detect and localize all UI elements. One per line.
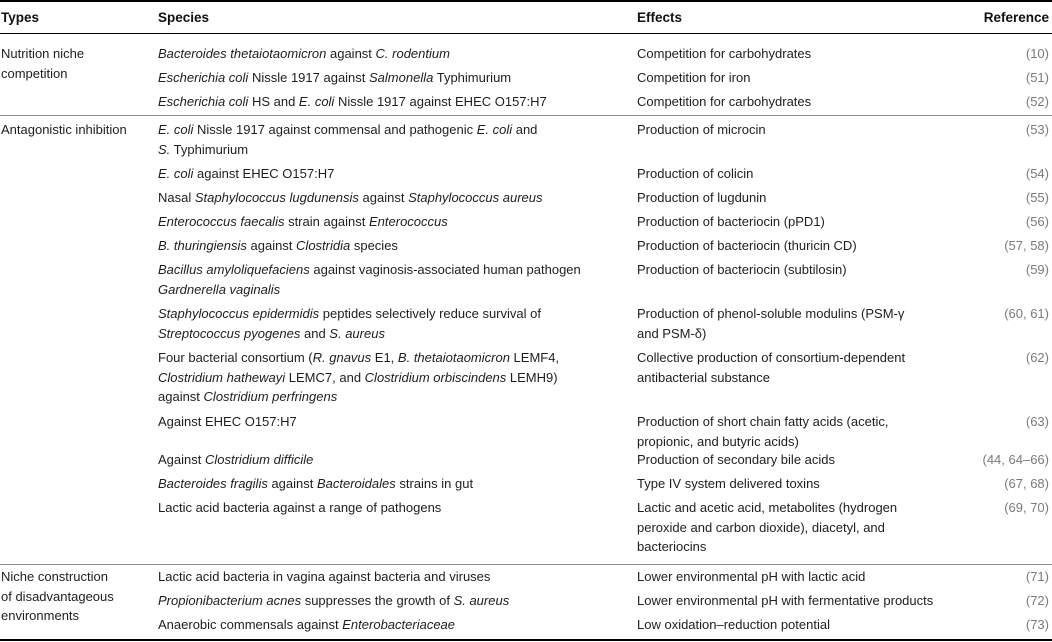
species-cell-line <box>158 44 450 64</box>
species-text: Typhimurium <box>433 70 512 85</box>
species-text: suppresses the growth of <box>301 593 454 608</box>
effects-cell-line: Competition for carbohydrates <box>637 46 812 61</box>
group-divider-1 <box>0 115 1052 116</box>
reference-cell: (53) <box>1025 122 1049 137</box>
species-cell-line <box>158 387 337 407</box>
species-text: and <box>300 325 330 341</box>
species-cell-line <box>158 348 559 368</box>
type-cell-line: of disadvantageous <box>1 588 114 604</box>
taxon-name: Bacteroides thetaiotaomicron <box>158 46 327 61</box>
reference-cell: (52) <box>1025 94 1049 109</box>
type-cell-line: environments <box>1 608 80 623</box>
species-cell-line <box>158 412 297 432</box>
species-cell-line <box>158 260 581 280</box>
taxon-name: E. coli <box>158 122 194 137</box>
species-cell-line <box>158 68 511 88</box>
species-text: against vaginosis-associated human pathogen <box>309 262 581 277</box>
reference-cell: (60, 61) <box>1004 306 1049 321</box>
species-text: Against EHEC O157:H7 <box>158 414 297 429</box>
species-text: Four bacterial consortium ( <box>158 350 313 365</box>
species-cell-line <box>158 324 385 344</box>
species-cell-line <box>158 615 455 635</box>
species-text: Nissle 1917 against EHEC O157:H7 <box>334 94 547 109</box>
species-text: LEMF4, <box>509 350 560 365</box>
reference-cell: (51) <box>1025 70 1049 85</box>
species-text: HS and <box>248 94 299 109</box>
species-text: Anaerobic commensals against <box>158 617 343 632</box>
taxon-name: E. coli <box>476 122 513 137</box>
species-text: against <box>358 190 409 205</box>
taxon-name: R. gnavus <box>312 350 372 365</box>
reference-cell: (69, 70) <box>1004 500 1049 515</box>
species-cell-line <box>158 280 280 300</box>
header-types: Types <box>1 10 40 25</box>
taxon-name: S. <box>158 141 171 157</box>
group-divider-2 <box>0 564 1052 565</box>
species-cell-line <box>158 92 547 112</box>
effects-cell-line: Production of bacteriocin (pPD1) <box>637 214 825 229</box>
taxon-name: Streptococcus pyogenes <box>158 325 301 341</box>
effects-cell-line: and PSM-δ) <box>637 325 707 341</box>
taxon-name: Escherichia coli <box>158 70 249 85</box>
effects-cell-line: Lower environmental pH with lactic acid <box>637 569 866 584</box>
type-cell-line: Antagonistic inhibition <box>1 122 127 137</box>
effects-cell-line: antibacterial substance <box>637 369 770 385</box>
effects-cell-line: Production of colicin <box>637 166 754 181</box>
taxon-name: B. thuringiensis <box>158 238 247 253</box>
effects-cell-line: Production of short chain fatty acids (acetic, <box>637 414 889 429</box>
effects-cell-line: Production of microcin <box>637 122 766 137</box>
taxon-name: Escherichia coli <box>158 94 249 109</box>
species-cell-line <box>158 567 490 587</box>
species-text: Typhimurium <box>170 141 249 157</box>
taxon-name: S. aureus <box>329 325 385 341</box>
reference-cell: (54) <box>1025 166 1049 181</box>
taxon-name: Propionibacterium acnes <box>158 593 302 608</box>
taxon-name: Clostridium orbiscindens <box>364 369 507 385</box>
taxon-name: C. rodentium <box>375 46 450 61</box>
effects-cell-line: Low oxidation–reduction potential <box>637 617 830 632</box>
reference-cell: (73) <box>1025 617 1049 632</box>
species-cell-line <box>158 140 248 160</box>
taxon-name: Clostridium difficile <box>204 452 314 467</box>
species-cell-line <box>158 120 537 140</box>
species-cell-line <box>158 236 398 256</box>
species-cell-line <box>158 164 334 184</box>
taxon-name: Bacillus amyloliquefaciens <box>158 262 310 277</box>
species-text: Against <box>158 452 205 467</box>
effects-cell-line: Production of bacteriocin (subtilosin) <box>637 262 847 277</box>
species-cell-line <box>158 591 509 611</box>
taxon-name: Enterococcus faecalis <box>158 214 285 229</box>
species-cell-line <box>158 450 313 470</box>
taxon-name: Gardnerella vaginalis <box>158 281 281 297</box>
species-text: Lactic acid bacteria in vagina against bacteria and viruses <box>158 569 491 584</box>
taxon-name: Enterobacteriaceae <box>342 617 456 632</box>
type-cell-line: Nutrition niche <box>1 46 85 61</box>
species-text: LEMC7, and <box>285 369 365 385</box>
reference-cell: (71) <box>1025 569 1049 584</box>
reference-cell: (72) <box>1025 593 1049 608</box>
species-text: LEMH9) <box>506 369 558 385</box>
header-effects: Effects <box>637 10 683 25</box>
taxon-name: Clostridium hathewayi <box>158 369 286 385</box>
species-cell-line <box>158 474 473 494</box>
species-text: against <box>158 389 204 404</box>
effects-cell-line: Collective production of consortium-dependent <box>637 350 906 365</box>
taxon-name: S. aureus <box>453 593 510 608</box>
species-text: peptides selectively reduce survival of <box>319 306 541 321</box>
effects-cell-line: Production of bacteriocin (thuricin CD) <box>637 238 857 253</box>
species-text: strain against <box>284 214 369 229</box>
header-reference: Reference <box>983 10 1049 25</box>
effects-cell-line: Production of phenol-soluble modulins (PSM-γ <box>637 306 905 321</box>
reference-cell: (44, 64–66) <box>982 452 1049 467</box>
header-species: Species <box>158 10 210 25</box>
species-cell-line <box>158 304 541 324</box>
taxon-name: Salmonella <box>369 70 434 85</box>
header-rule <box>0 33 1052 34</box>
reference-cell: (59) <box>1025 262 1049 277</box>
species-text: E1, <box>371 350 398 365</box>
species-text: Lactic acid bacteria against a range of pathogens <box>158 500 442 515</box>
table-bottom-rule <box>0 639 1052 641</box>
table-top-rule <box>0 0 1052 2</box>
type-cell-line: Niche construction <box>1 569 108 584</box>
species-cell-line <box>158 188 543 208</box>
taxon-name: Clostridium perfringens <box>203 389 338 404</box>
effects-cell-line: Lactic and acetic acid, metabolites (hydrogen <box>637 500 898 515</box>
effects-cell-line: Competition for carbohydrates <box>637 94 812 109</box>
species-text: Nissle 1917 against <box>248 70 370 85</box>
taxon-name: Staphylococcus epidermidis <box>158 306 320 321</box>
species-text: species <box>350 238 398 253</box>
effects-cell-line: Production of lugdunin <box>637 190 767 205</box>
reference-cell: (57, 58) <box>1004 238 1049 253</box>
taxon-name: Staphylococcus lugdunensis <box>194 190 359 205</box>
species-text: against EHEC O157:H7 <box>193 166 335 181</box>
effects-cell-line: propionic, and butyric acids) <box>637 433 799 449</box>
species-text: and <box>512 122 538 137</box>
reference-cell: (63) <box>1025 414 1049 429</box>
reference-cell: (55) <box>1025 190 1049 205</box>
effects-cell-line: Lower environmental pH with fermentative products <box>637 593 934 608</box>
species-text: against <box>246 238 297 253</box>
effects-cell-line: Competition for iron <box>637 70 751 85</box>
reference-cell: (10) <box>1025 46 1049 61</box>
type-cell-line: competition <box>1 65 68 81</box>
species-text: against <box>267 476 317 491</box>
taxon-name: Clostridia <box>296 238 351 253</box>
taxon-name: E. coli <box>158 166 194 181</box>
species-cell-line <box>158 368 558 388</box>
taxon-name: Staphylococcus aureus <box>408 190 543 205</box>
taxon-name: Bacteroides fragilis <box>158 476 268 491</box>
effects-cell-line: Type IV system delivered toxins <box>637 476 820 491</box>
reference-cell: (67, 68) <box>1004 476 1049 491</box>
taxon-name: Enterococcus <box>369 214 448 229</box>
species-text: Nissle 1917 against commensal and pathogenic <box>193 122 477 137</box>
species-text: against <box>326 46 376 61</box>
species-text: strains in gut <box>395 476 474 491</box>
species-cell-line <box>158 212 448 232</box>
effects-cell-line: Production of secondary bile acids <box>637 452 836 467</box>
species-text: Nasal <box>158 190 195 205</box>
effects-cell-line: peroxide and carbon dioxide), diacetyl, and <box>637 519 885 535</box>
taxon-name: Bacteroidales <box>316 476 396 491</box>
reference-cell: (62) <box>1025 350 1049 365</box>
effects-cell-line: bacteriocins <box>637 539 707 554</box>
species-cell-line <box>158 498 441 518</box>
taxon-name: E. coli <box>298 94 335 109</box>
taxon-name: B. thetaiotaomicron <box>397 350 510 365</box>
reference-cell: (56) <box>1025 214 1049 229</box>
